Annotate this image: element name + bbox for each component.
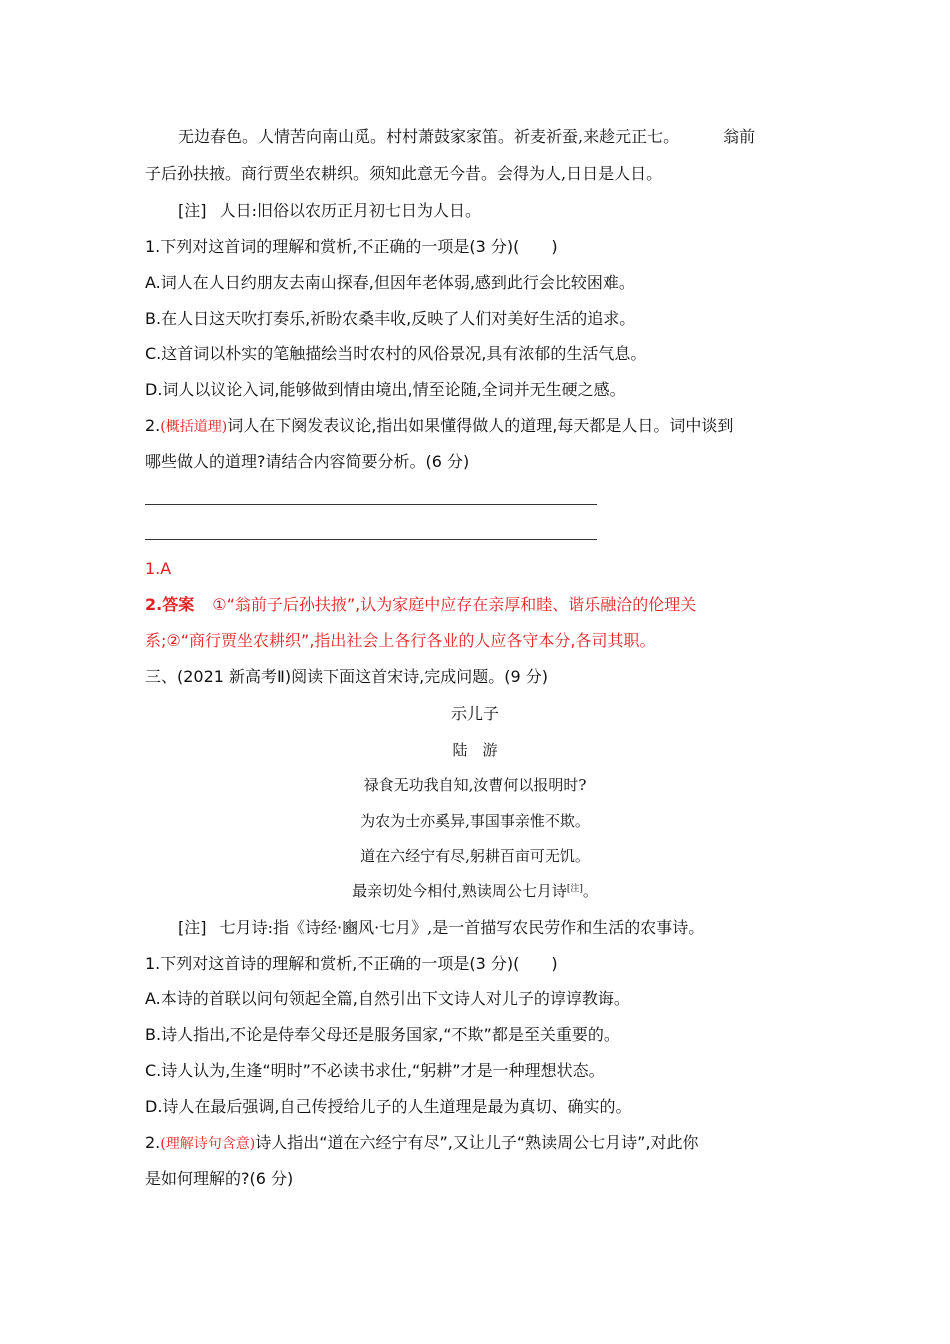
poem-author: 陆 游 [452,741,498,759]
option-d: D.诗人在最后强调,自己传授给儿子的人生道理是最为真切、确实的。 [145,1097,632,1116]
note [178,200,838,222]
footnote-mark: [注] [566,884,583,894]
option-a: A.本诗的首联以问句领起全篇,自然引出下文诗人对儿子的谆谆教诲。 [145,989,630,1008]
question-stem: 1.下列对这首词的理解和赏析,不正确的一项是(3 分)( ) [145,237,558,256]
note-label: [注] [178,918,207,937]
option-b: B.诗人指出,不论是侍奉父母还是服务国家,“不欺”都是至关重要的。 [145,1025,620,1044]
poem-line: 为农为士亦奚异,事国事亲惟不欺。 [360,812,590,830]
answer-2 [145,594,805,616]
option-b: B.在人日这天吹打奏乐,祈盼农桑丰收,反映了人们对美好生活的追求。 [145,309,636,328]
poem-line: 禄食无功我自知,汝曹何以报明时? [363,776,587,794]
answer-label: 2.答案 [145,595,195,614]
poem-title: 示儿子 [450,704,499,723]
poem-line [0,880,950,902]
question-text: 是如何理解的?(6 分) [145,1169,294,1188]
option-c: C.诗人认为,生逢“明时”不必读书求仕,“躬耕”才是一种理想状态。 [145,1061,605,1080]
question-number: 2. [145,1133,161,1152]
note-label: [注] [178,201,207,220]
answer-line [145,504,597,505]
poem-line [178,126,838,148]
answer-1: 1.A [145,559,172,578]
poem-text: 无边春色。人情苦向南山觅。村村萧鼓家家笛。祈麦祈蚕,来趁元正七。 [178,127,680,146]
answer-text: 系;②“商行贾坐农耕织”,指出社会上各行各业的人应各守本分,各司其职。 [145,631,656,650]
question-stem: 1.下列对这首诗的理解和赏析,不正确的一项是(3 分)( ) [145,954,558,973]
note-text: 七月诗:指《诗经·豳风·七月》,是一首描写农民劳作和生活的农事诗。 [219,918,705,937]
question-text: 词人在下阕发表议论,指出如果懂得做人的道理,每天都是人日。词中谈到 [227,416,734,435]
question-tag: (理解诗句含意) [160,1136,256,1152]
section-heading: 三、(2021 新高考Ⅱ)阅读下面这首宋诗,完成问题。(9 分) [145,667,549,686]
poem-text: 。 [582,882,598,900]
option-c: C.这首词以朴实的笔触描绘当时农村的风俗景况,具有浓郁的生活气息。 [145,344,647,363]
poem-line: 道在六经宁有尽,躬耕百亩可无饥。 [360,847,590,865]
question-number: 2. [145,416,161,435]
note [178,917,838,939]
question-stem [145,1132,805,1155]
answer-line [145,539,597,540]
question-text: 诗人指出“道在六经宁有尽”,又让儿子“熟读周公七月诗”,对此你 [255,1133,699,1152]
question-text: 哪些做人的道理?请结合内容简要分析。(6 分) [145,452,470,471]
note-text: 人日:旧俗以农历正月初七日为人日。 [219,201,481,220]
poem-line: 子后孙扶掖。商行贾坐农耕织。须知此意无今昔。会得为人,日日是人日。 [145,164,663,183]
answer-text: ①“翁前子后孙扶掖”,认为家庭中应存在亲厚和睦、谐乐融洽的伦理关 [212,595,697,614]
question-tag: (概括道理) [160,419,228,435]
poem-text: 最亲切处今相付,熟读周公七月诗 [352,882,567,900]
option-a: A.词人在人日约朋友去南山探春,但因年老体弱,感到此行会比较困难。 [145,273,635,292]
option-d: D.词人以议论入词,能够做到情由境出,情至论随,全词并无生硬之感。 [145,380,626,399]
question-stem [145,415,805,438]
poem-text: 翁前 [723,127,756,146]
